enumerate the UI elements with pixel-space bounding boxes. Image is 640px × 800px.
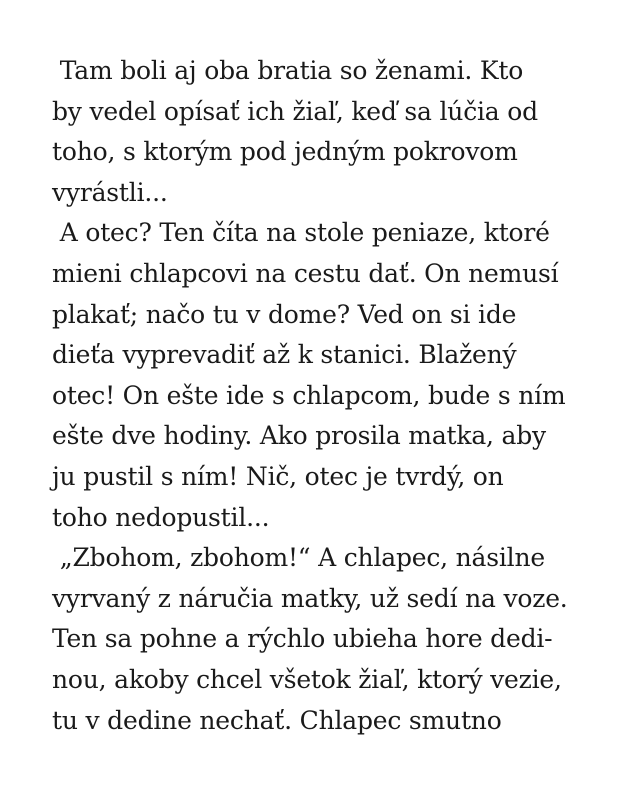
text-line: ju pustil s ním! Nič, otec je tvrdý, on: [52, 461, 504, 491]
text-line: „Zbohom, zbohom!“ A chlapec, násilne: [52, 543, 545, 573]
text-line: nou, akoby chcel všetok žiaľ, ktorý vezie,: [52, 664, 562, 694]
text-line: toho, s ktorým pod jedným pokrovom: [52, 137, 518, 167]
text-line: by vedel opísať ich žiaľ, keď sa lúčia od: [52, 96, 538, 126]
text-line: toho nedopustil...: [52, 502, 270, 532]
text-line: dieťa vyprevadiť až k stanici. Blažený: [52, 340, 517, 370]
text-line: Tam boli aj oba bratia so ženami. Kto: [52, 56, 524, 85]
text-line: vyrvaný z náručia matky, už sedí na voze.: [52, 583, 568, 613]
text-line: Ten sa pohne a rýchlo ubieha hore dedi-: [52, 624, 553, 654]
body-text: [52, 51, 612, 741]
text-line: mieni chlapcovi na cestu dať. On nemusí: [52, 258, 559, 288]
text-line: A otec? Ten číta na stole peniaze, ktoré: [52, 218, 550, 248]
text-line: vyrástli...: [52, 177, 168, 207]
text-line: plakať; načo tu v dome? Ved on si ide: [52, 299, 517, 329]
text-line: tu v dedine nechať. Chlapec smutno: [52, 705, 502, 735]
text-line: otec! On ešte ide s chlapcom, bude s ním: [52, 380, 566, 410]
text-line: ešte dve hodiny. Ako prosila matka, aby: [52, 421, 546, 451]
